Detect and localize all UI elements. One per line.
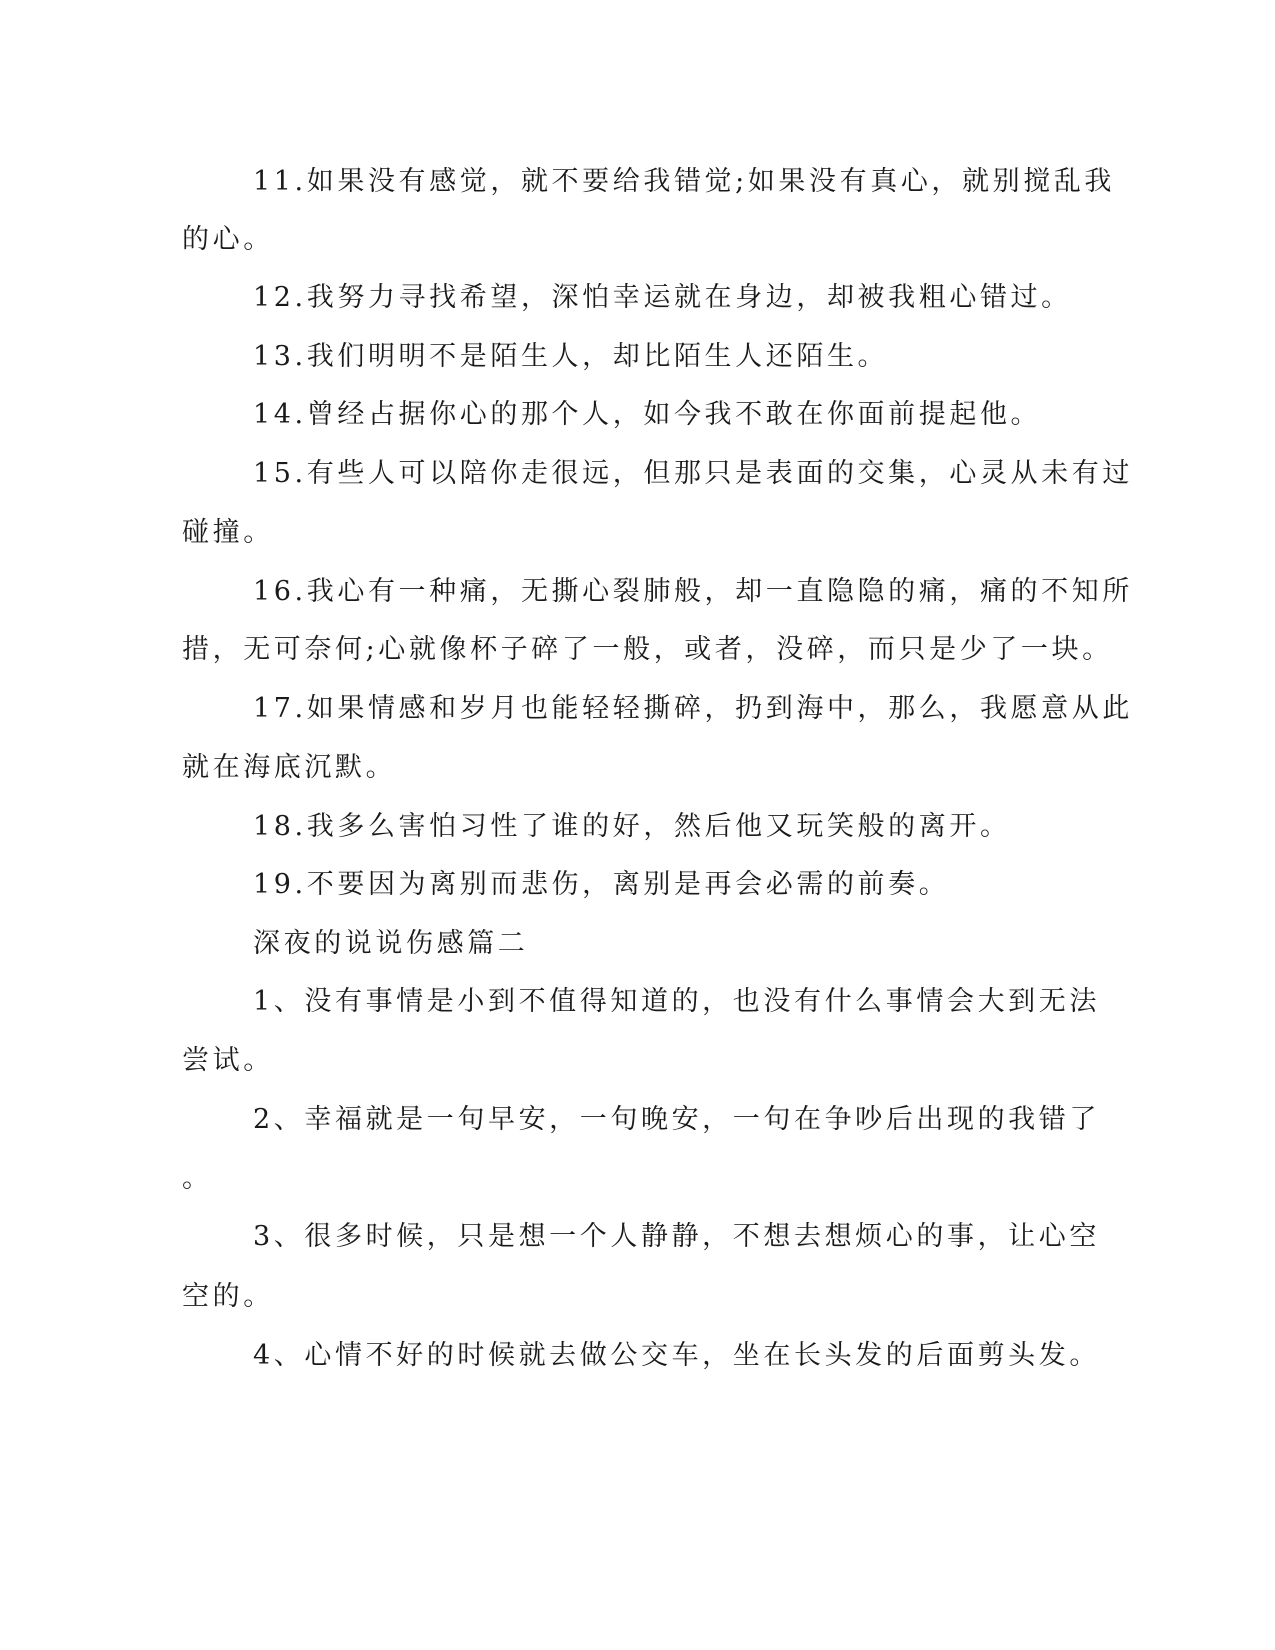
paragraph-13: 13.我们明明不是陌生人，却比陌生人还陌生。 [253,341,889,372]
paragraph-s2-1-line-1: 1、没有事情是小到不值得知道的，也没有什么事情会大到无法 [253,986,1100,1017]
paragraph-14: 14.曾经占据你心的那个人，如今我不敢在你面前提起他。 [253,399,1042,430]
paragraph-s2-3-line-1: 3、很多时候，只是想一个人静静，不想去想烦心的事，让心空 [253,1221,1100,1252]
paragraph-11-line-1: 11.如果没有感觉，就不要给我错觉;如果没有真心，就别搅乱我 [253,166,1116,197]
paragraph-12: 12.我努力寻找希望，深怕幸运就在身边，却被我粗心错过。 [253,282,1072,313]
paragraph-19: 19.不要因为离别而悲伤，离别是再会必需的前奏。 [253,869,950,900]
paragraph-11-line-2: 的心。 [182,224,274,255]
paragraph-17-line-1: 17.如果情感和岁月也能轻轻撕碎，扔到海中，那么，我愿意从此 [253,693,1133,724]
paragraph-s2-2-line-2: 。 [182,1163,213,1194]
paragraph-s2-2-line-1: 2、幸福就是一句早安，一句晚安，一句在争吵后出现的我错了 [253,1104,1100,1135]
paragraph-16-line-2: 措，无可奈何;心就像杯子碎了一般，或者，没碎，而只是少了一块。 [182,634,1113,665]
paragraph-18: 18.我多么害怕习性了谁的好，然后他又玩笑般的离开。 [253,811,1011,842]
paragraph-16-line-1: 16.我心有一种痛，无撕心裂肺般，却一直隐隐的痛，痛的不知所 [253,576,1133,607]
paragraph-17-line-2: 就在海底沉默。 [182,752,397,783]
paragraph-15-line-2: 碰撞。 [182,517,274,548]
paragraph-s2-4: 4、心情不好的时候就去做公交车，坐在长头发的后面剪头发。 [253,1340,1100,1371]
paragraph-15-line-1: 15.有些人可以陪你走很远，但那只是表面的交集，心灵从未有过 [253,458,1133,489]
paragraph-s2-1-line-2: 尝试。 [182,1045,274,1076]
section-heading: 深夜的说说伤感篇二 [253,928,529,959]
paragraph-s2-3-line-2: 空的。 [182,1281,274,1312]
